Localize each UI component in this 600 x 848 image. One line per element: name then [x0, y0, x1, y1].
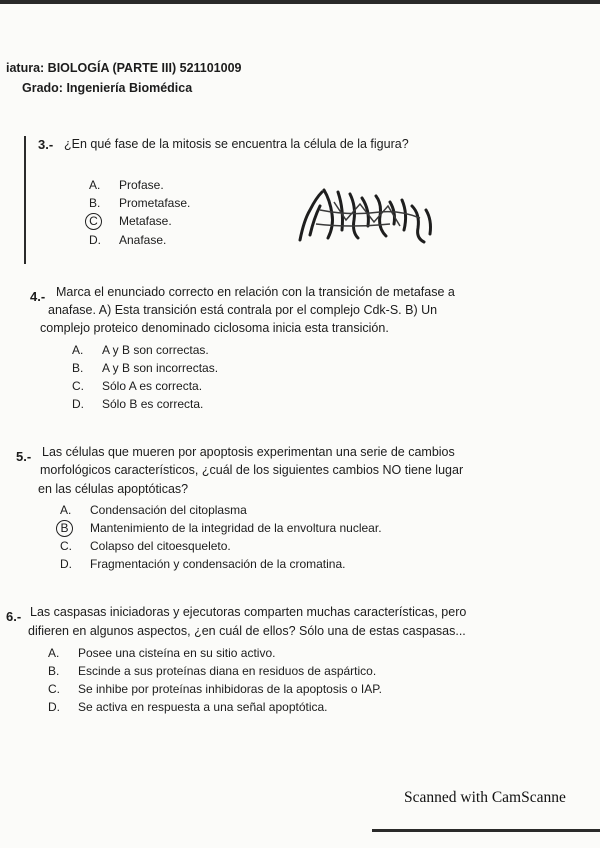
option-a: A. Condensación del citoplasma	[60, 503, 247, 517]
option-d: D. Se activa en respuesta a una señal apoptótica.	[48, 700, 328, 714]
option-c: C. Sólo A es correcta.	[72, 379, 203, 393]
option-c: C. Se inhibe por proteínas inhibidoras de la apoptosis o IAP.	[48, 682, 382, 696]
option-d: D. Sólo B es correcta.	[72, 397, 204, 411]
question-text: ¿En qué fase de la mitosis se encuentra la célula de la figura?	[64, 137, 409, 151]
question-text-line-1: Las células que mueren por apoptosis experimentan una serie de cambios	[42, 445, 455, 459]
margin-mark	[24, 136, 26, 264]
top-edge-rule	[0, 0, 600, 4]
question-number: 3.-	[38, 137, 54, 152]
option-b-selected: B Mantenimiento de la integridad de la envoltura nuclear.	[60, 519, 382, 537]
question-text-line-2: anafase. A) Esta transición está contrala por el complejo Cdk-S. B) Un	[48, 303, 438, 317]
option-c-selected: C Metafase.	[89, 212, 172, 230]
option-b: B. Escinde a sus proteínas diana en residuos de aspártico.	[48, 664, 377, 678]
option-b: B. A y B son incorrectas.	[72, 361, 219, 375]
degree-header: Grado: Ingeniería Biomédica	[22, 81, 193, 95]
question-number: 5.-	[16, 449, 32, 464]
option-d: D. Anafase.	[89, 233, 167, 247]
metaphase-cell-figure	[290, 180, 440, 250]
question-text-line-2: difieren en algunos aspectos, ¿en cuál de ellos? Sólo una de estas caspasas...	[28, 624, 466, 638]
answer-circle: B	[56, 520, 73, 537]
question-text-line-3: en las células apoptóticas?	[38, 482, 189, 496]
question-text-line-1: Marca el enunciado correcto en relación con la transición de metafase a	[56, 285, 455, 299]
question-text-line-1: Las caspasas iniciadoras y ejecutoras comparten muchas características, pero	[30, 605, 467, 619]
option-a: A. Posee una cisteína en su sitio activo.	[48, 646, 276, 660]
bottom-edge-rule	[372, 829, 600, 832]
question-number: 6.-	[6, 609, 22, 624]
answer-circle: C	[85, 213, 102, 230]
option-a: A. A y B son correctas.	[72, 343, 209, 357]
scanner-watermark: Scanned with CamScanne	[404, 789, 566, 806]
question-text-line-2: morfológicos característicos, ¿cuál de los siguientes cambios NO tiene lugar	[40, 463, 464, 477]
subject-header: iatura: BIOLOGÍA (PARTE III) 521101009	[6, 61, 242, 75]
option-b: B. Prometafase.	[89, 196, 191, 210]
option-a: A. Profase.	[89, 178, 164, 192]
question-number: 4.-	[30, 289, 46, 304]
question-text-line-3: complejo proteico denominado ciclosoma inicia esta transición.	[40, 321, 389, 335]
option-c: C. Colapso del citoesqueleto.	[60, 539, 231, 553]
option-d: D. Fragmentación y condensación de la cromatina.	[60, 557, 346, 571]
